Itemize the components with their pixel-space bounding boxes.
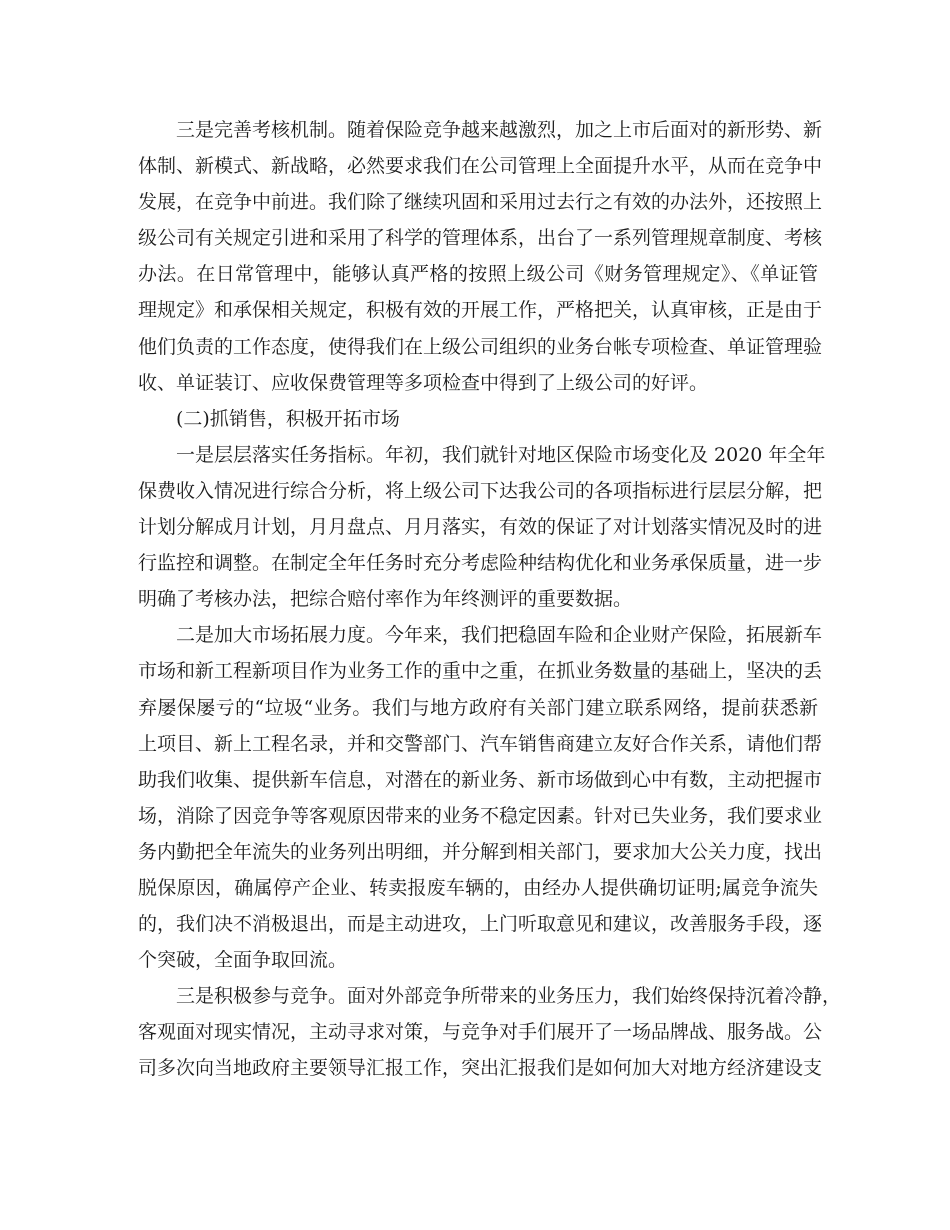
text-line: 级公司有关规定引进和采用了科学的管理体系，出台了一系列管理规章制度、考核 [138, 227, 823, 250]
text-line: 上项目、新上工程名录，并和交警部门、汽车销售商建立友好合作关系，请他们帮 [138, 732, 823, 755]
text-line: 助我们收集、提供新车信息，对潜在的新业务、新市场做到心中有数，主动把握市 [138, 768, 823, 791]
text-line: 三是完善考核机制。随着保险竞争越来越激烈，加之上市后面对的新形势、新 [176, 119, 823, 141]
text-line: 明确了考核办法，把综合赔付率作为年终测评的重要数据。 [138, 588, 633, 611]
text-line: 办法。在日常管理中，能够认真严格的按照上级公司《财务管理规定》、《单证管 [138, 263, 818, 286]
text-line: 体制、新模式、新战略，必然要求我们在公司管理上全面提升水平，从而在竞争中 [138, 155, 823, 178]
text-line: 客观面对现实情况，主动寻求对策，与竞争对手们展开了一场品牌战、服务战。公 [138, 1021, 823, 1044]
paragraph-market-expansion [138, 617, 823, 978]
text-line: 个突破，全面争取回流。 [138, 949, 348, 972]
text-line: 他们负责的工作态度，使得我们在上级公司组织的业务台帐专项检查、单证管理验 [138, 335, 823, 358]
section-heading-text: (二)抓销售，积极开拓市场 [176, 407, 400, 430]
text-line: 弃屡保屡亏的“垃圾“业务。我们与地方政府有关部门建立联系网络，提前获悉新 [138, 696, 818, 719]
text-line: 司多次向当地政府主要领导汇报工作，突出汇报我们是如何加大对地方经济建设支 [138, 1057, 823, 1080]
text-line: 脱保原因，确属停产企业、转卖报废车辆的，由经办人提供确切证明;属竞争流失 [138, 876, 818, 899]
paragraph-competition [138, 978, 842, 1086]
document-body [138, 112, 842, 1087]
text-line: 三是积极参与竞争。面对外部竞争所带来的业务压力，我们始终保持沉着冷静， [176, 985, 842, 1008]
text-line: 的，我们决不消极退出，而是主动进攻，上门听取意见和建议，改善服务手段，逐 [138, 913, 823, 936]
text-line: 收、单证装订、应收保费管理等多项检查中得到了上级公司的好评。 [138, 371, 709, 394]
text-line: 二是加大市场拓展力度。今年来，我们把稳固车险和企业财产保险，拓展新车 [176, 624, 823, 647]
paragraph-task-targets [138, 437, 826, 617]
section-heading [138, 401, 818, 437]
text-line: 计划分解成月计划，月月盘点、月月落实，有效的保证了对计划落实情况及时的进 [138, 516, 823, 539]
text-line: 场，消除了因竞争等客观原因带来的业务不稳定因素。针对已失业务，我们要求业 [138, 804, 823, 827]
paragraph-assessment-mechanism [138, 112, 823, 401]
text-line: 一是层层落实任务指标。年初，我们就针对地区保险市场变化及 2020 年全年 [176, 443, 826, 466]
text-line: 理规定》和承保相关规定，积极有效的开展工作，严格把关，认真审核，正是由于 [138, 299, 823, 322]
text-line: 务内勤把全年流失的业务列出明细，并分解到相关部门，要求加大公关力度，找出 [138, 840, 823, 863]
text-line: 发展，在竞争中前进。我们除了继续巩固和采用过去行之有效的办法外，还按照上 [138, 191, 823, 214]
text-line: 保费收入情况进行综合分析，将上级公司下达我公司的各项指标进行层层分解，把 [138, 479, 823, 502]
text-line: 市场和新工程新项目作为业务工作的重中之重，在抓业务数量的基础上，坚决的丢 [138, 660, 823, 683]
text-line: 行监控和调整。在制定全年任务时充分考虑险种结构优化和业务承保质量，进一步 [138, 552, 823, 575]
